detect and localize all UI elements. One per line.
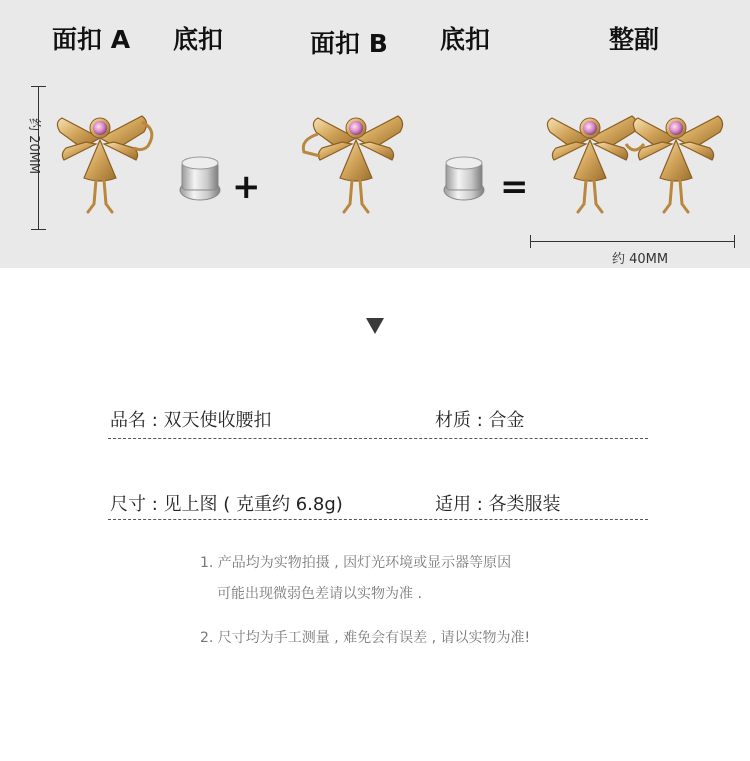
spec-name: 品名 : 双天使收腰扣 xyxy=(110,410,272,431)
divider-1 xyxy=(108,438,648,439)
heading-face-a: 面扣 A xyxy=(52,25,131,54)
height-dimension-cap-top xyxy=(31,86,46,87)
face-a-angel-image xyxy=(50,100,160,220)
spec-size: 尺寸 : 见上图 ( 克重约 6.8g) xyxy=(110,494,343,515)
face-b-angel-image xyxy=(296,100,416,220)
set-angels-image xyxy=(540,100,730,220)
heading-face-b: 面扣 B xyxy=(310,29,388,58)
plus-sign: + xyxy=(232,167,261,207)
back-button-1-image xyxy=(172,152,228,204)
heading-set: 整副 xyxy=(609,25,660,54)
note-1-line-1: 1. 产品均为实物拍摄 , 因灯光环境或显示器等原因 xyxy=(200,555,512,571)
width-dimension-cap-right xyxy=(734,235,735,248)
heading-back-1: 底扣 xyxy=(173,25,224,54)
height-dimension-cap-bottom xyxy=(31,229,46,230)
width-dimension-cap-left xyxy=(530,235,531,248)
spec-material: 材质 : 合金 xyxy=(435,410,525,431)
note-2: 2. 尺寸均为手工测量 , 难免会有误差 , 请以实物为准! xyxy=(200,630,531,646)
spec-usage: 适用 : 各类服装 xyxy=(435,494,561,515)
product-panel xyxy=(0,0,750,268)
height-dimension-label: 约 20MM xyxy=(26,118,41,175)
note-1-line-2: 可能出现微弱色差请以实物为准 . xyxy=(217,586,422,602)
down-arrow-icon xyxy=(366,318,384,334)
back-button-2-image xyxy=(436,152,492,204)
equals-sign: = xyxy=(500,167,529,207)
width-dimension-line xyxy=(530,241,734,242)
divider-2 xyxy=(108,519,648,520)
width-dimension-label: 约 40MM xyxy=(611,252,669,267)
heading-back-2: 底扣 xyxy=(440,25,491,54)
